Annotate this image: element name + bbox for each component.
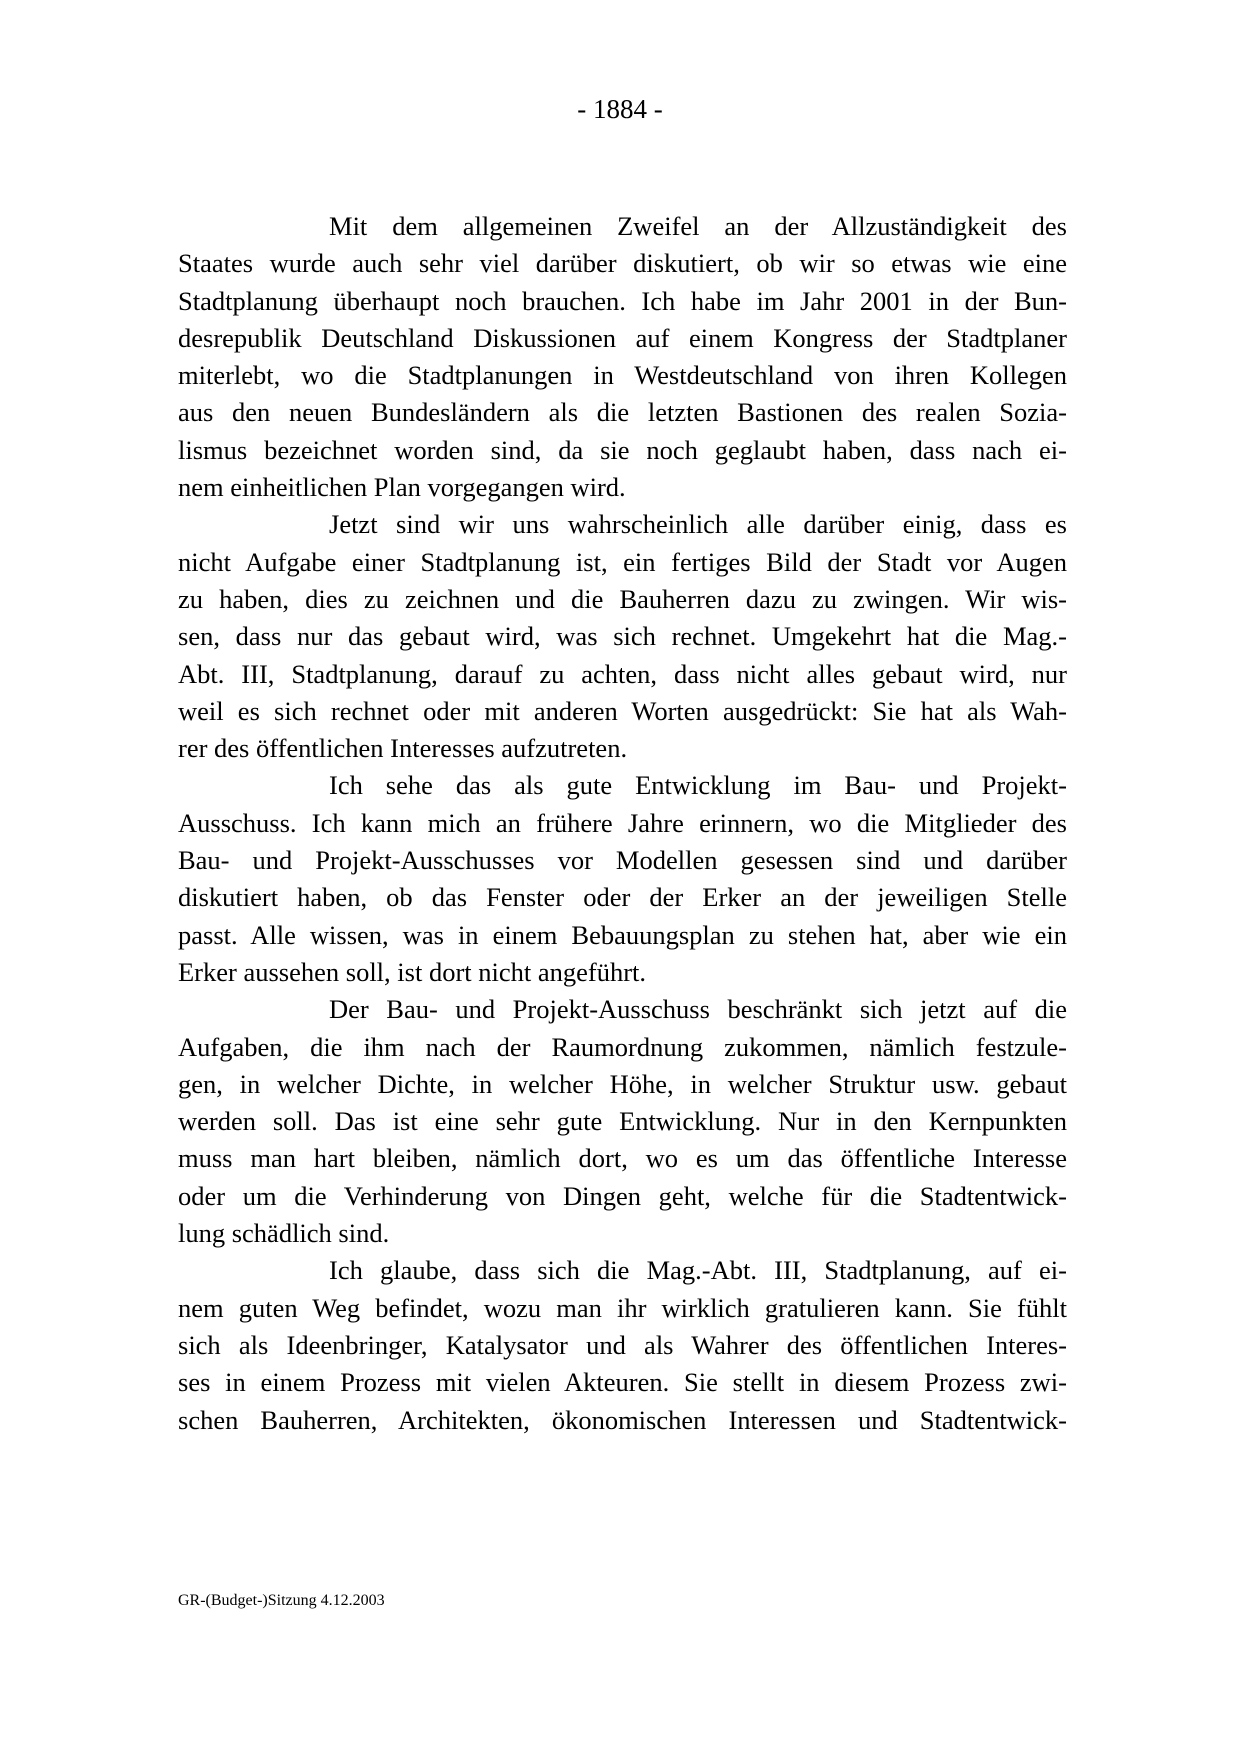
text-line: schen Bauherren, Architekten, ökonomischen Interessen und Stadtentwick- <box>178 1404 1067 1435</box>
text-line: werden soll. Das ist eine sehr gute Entwicklung. Nur in den Kernpunkten <box>178 1106 1067 1137</box>
text-line: sich als Ideenbringer, Katalysator und als Wahrer des öffentlichen Interes- <box>178 1329 1067 1360</box>
text-line: Erker aussehen soll, ist dort nicht angeführt. <box>178 956 647 987</box>
body-text <box>178 208 1067 1439</box>
text-line: zu haben, dies zu zeichnen und die Bauherren dazu zu zwingen. Wir wis- <box>178 583 1067 614</box>
text-line: weil es sich rechnet oder mit anderen Worten ausgedrückt: Sie hat als Wah- <box>178 695 1067 726</box>
text-line: sen, dass nur das gebaut wird, was sich rechnet. Umgekehrt hat die Mag.- <box>178 621 1067 652</box>
text-line: muss man hart bleiben, nämlich dort, wo es um das öffentliche Interesse <box>178 1143 1067 1174</box>
text-line: Staates wurde auch sehr viel darüber diskutiert, ob wir so etwas wie eine <box>178 248 1067 279</box>
text-line: nem einheitlichen Plan vorgegangen wird. <box>178 472 626 503</box>
text-line: passt. Alle wissen, was in einem Bebauungsplan zu stehen hat, aber wie ein <box>178 919 1067 950</box>
text-line: oder um die Verhinderung von Dingen geht, welche für die Stadtentwick- <box>178 1180 1067 1211</box>
text-line: Jetzt sind wir uns wahrscheinlich alle darüber einig, dass es <box>329 509 1067 540</box>
text-line: aus den neuen Bundesländern als die letzten Bastionen des realen Sozia- <box>178 397 1067 428</box>
text-line: miterlebt, wo die Stadtplanungen in Westdeutschland von ihren Kollegen <box>178 360 1067 391</box>
text-line: lismus bezeichnet worden sind, da sie noch geglaubt haben, dass nach ei- <box>178 434 1067 465</box>
page-number: - 1884 - <box>577 94 663 124</box>
text-line: Ausschuss. Ich kann mich an frühere Jahre erinnern, wo die Mitglieder des <box>178 807 1067 838</box>
text-line: Stadtplanung überhaupt noch brauchen. Ich habe im Jahr 2001 in der Bun- <box>178 285 1067 316</box>
text-line: nicht Aufgabe einer Stadtplanung ist, ein fertiges Bild der Stadt vor Augen <box>178 546 1067 577</box>
text-line: lung schädlich sind. <box>178 1218 390 1249</box>
text-line: Abt. III, Stadtplanung, darauf zu achten, dass nicht alles gebaut wird, nur <box>178 658 1067 689</box>
text-line: nem guten Weg befindet, wozu man ihr wirklich gratulieren kann. Sie fühlt <box>178 1292 1067 1323</box>
text-line: diskutiert haben, ob das Fenster oder der Erker an der jeweiligen Stelle <box>178 882 1067 913</box>
text-line: Ich glaube, dass sich die Mag.-Abt. III, Stadtplanung, auf ei- <box>329 1255 1067 1286</box>
text-line: Der Bau- und Projekt-Ausschuss beschränkt sich jetzt auf die <box>329 994 1067 1025</box>
text-line: desrepublik Deutschland Diskussionen auf einem Kongress der Stadtplaner <box>178 322 1067 353</box>
text-line: Aufgaben, die ihm nach der Raumordnung zukommen, nämlich festzule- <box>178 1031 1067 1062</box>
text-line: ses in einem Prozess mit vielen Akteuren. Sie stellt in diesem Prozess zwi- <box>178 1367 1067 1398</box>
text-line: gen, in welcher Dichte, in welcher Höhe, in welcher Struktur usw. gebaut <box>178 1068 1067 1099</box>
text-line: rer des öffentlichen Interesses aufzutreten. <box>178 733 628 764</box>
page-footer: GR-(Budget-)Sitzung 4.12.2003 <box>178 1592 385 1609</box>
text-line: Ich sehe das als gute Entwicklung im Bau- und Projekt- <box>329 770 1067 801</box>
text-line: Mit dem allgemeinen Zweifel an der Allzuständigkeit des <box>329 211 1067 241</box>
text-line: Bau- und Projekt-Ausschusses vor Modellen gesessen sind und darüber <box>178 845 1067 876</box>
